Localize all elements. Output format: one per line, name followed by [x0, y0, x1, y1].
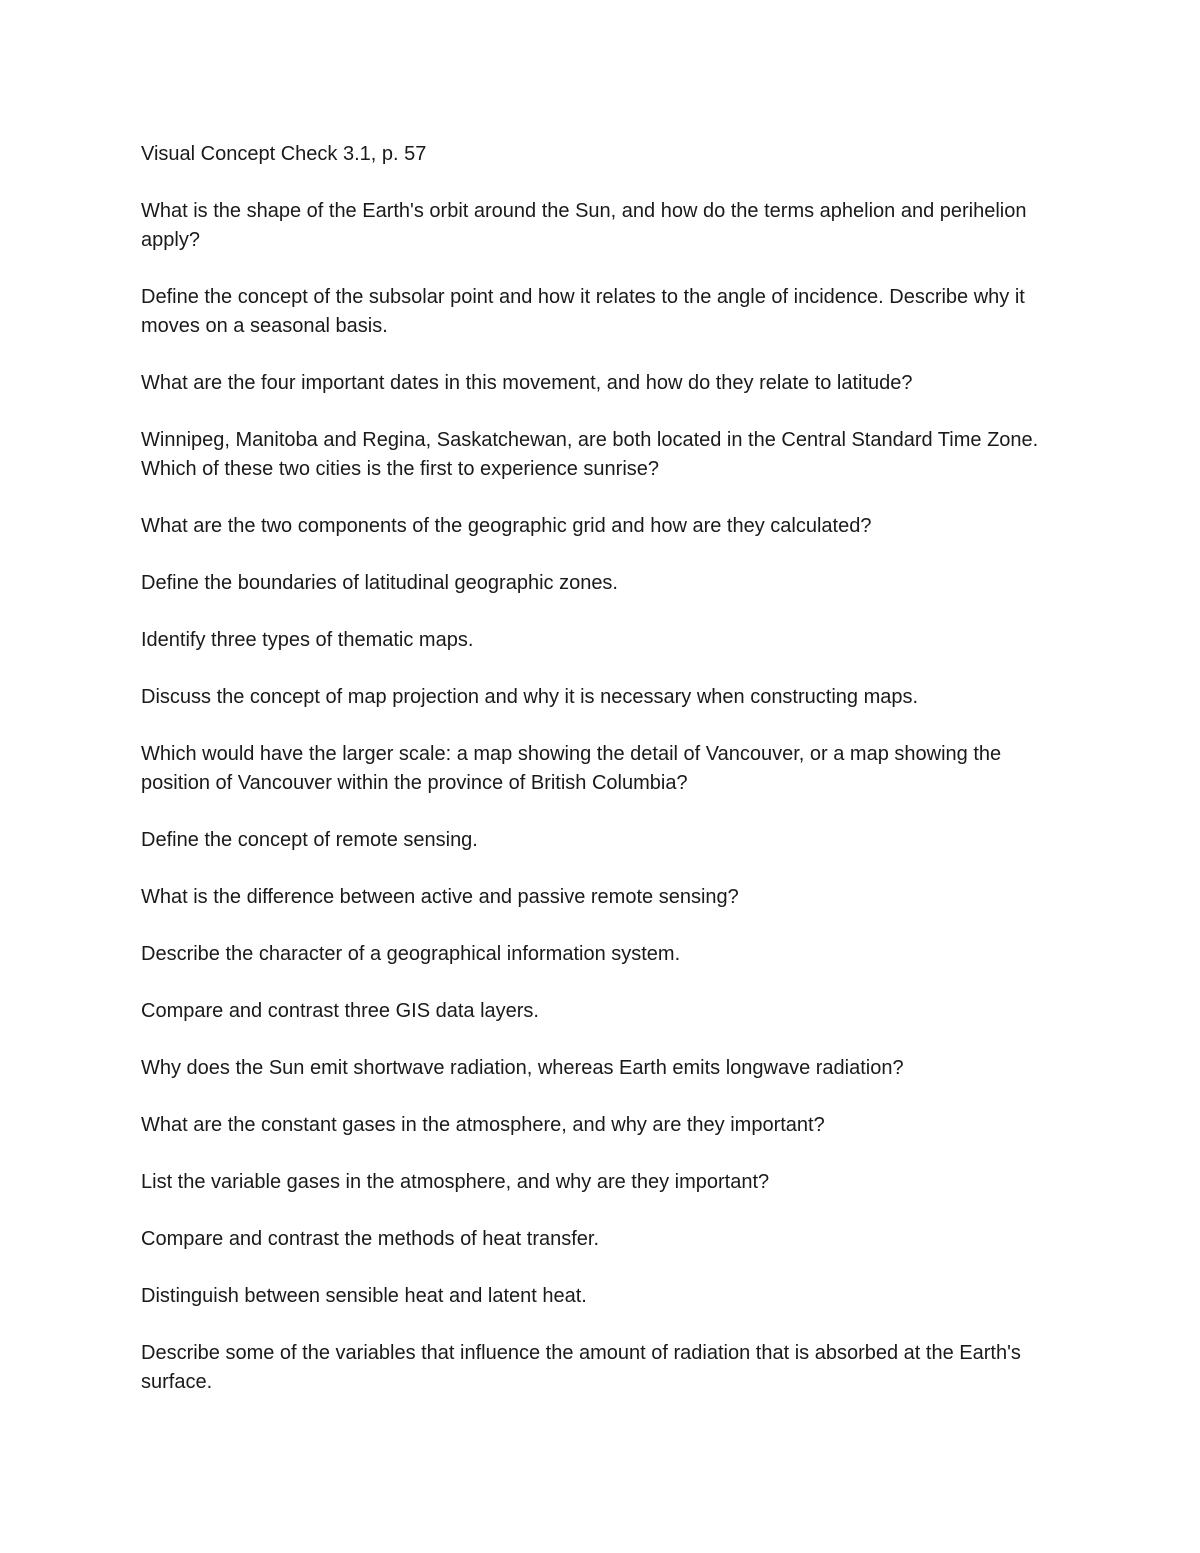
document-title: Visual Concept Check 3.1, p. 57 — [141, 143, 427, 165]
question-2: Define the concept of the subsolar point and how it relates to the angle of incidence. Describe why it moves on a seasonal basis. — [141, 286, 1025, 337]
question-8: Discuss the concept of map projection and why it is necessary when constructing maps. — [141, 686, 919, 708]
question-14: Why does the Sun emit shortwave radiation, whereas Earth emits longwave radiation? — [141, 1057, 904, 1079]
question-13: Compare and contrast three GIS data layers. — [141, 1000, 539, 1022]
question-17: Compare and contrast the methods of heat transfer. — [141, 1228, 600, 1250]
question-12: Describe the character of a geographical information system. — [141, 943, 681, 965]
question-16: List the variable gases in the atmosphere, and why are they important? — [141, 1171, 770, 1193]
question-15: What are the constant gases in the atmosphere, and why are they important? — [141, 1114, 825, 1136]
question-1: What is the shape of the Earth's orbit around the Sun, and how do the terms aphelion and perihelion apply? — [141, 200, 1027, 251]
question-19: Describe some of the variables that influence the amount of radiation that is absorbed at the Earth's surface. — [141, 1342, 1021, 1393]
question-5: What are the two components of the geographic grid and how are they calculated? — [141, 515, 872, 537]
question-7: Identify three types of thematic maps. — [141, 629, 474, 651]
question-3: What are the four important dates in this movement, and how do they relate to latitude? — [141, 372, 913, 394]
question-6: Define the boundaries of latitudinal geographic zones. — [141, 572, 618, 594]
document-body — [141, 140, 1061, 1425]
question-11: What is the difference between active and passive remote sensing? — [141, 886, 739, 908]
question-18: Distinguish between sensible heat and latent heat. — [141, 1285, 587, 1307]
question-10: Define the concept of remote sensing. — [141, 829, 478, 851]
question-9: Which would have the larger scale: a map showing the detail of Vancouver, or a map showing the position of Vancouver within the province of British Columbia? — [141, 743, 1002, 794]
question-4: Winnipeg, Manitoba and Regina, Saskatchewan, are both located in the Central Standard Time Zone. Which of these two cities is the first to experience sunrise? — [141, 429, 1039, 480]
